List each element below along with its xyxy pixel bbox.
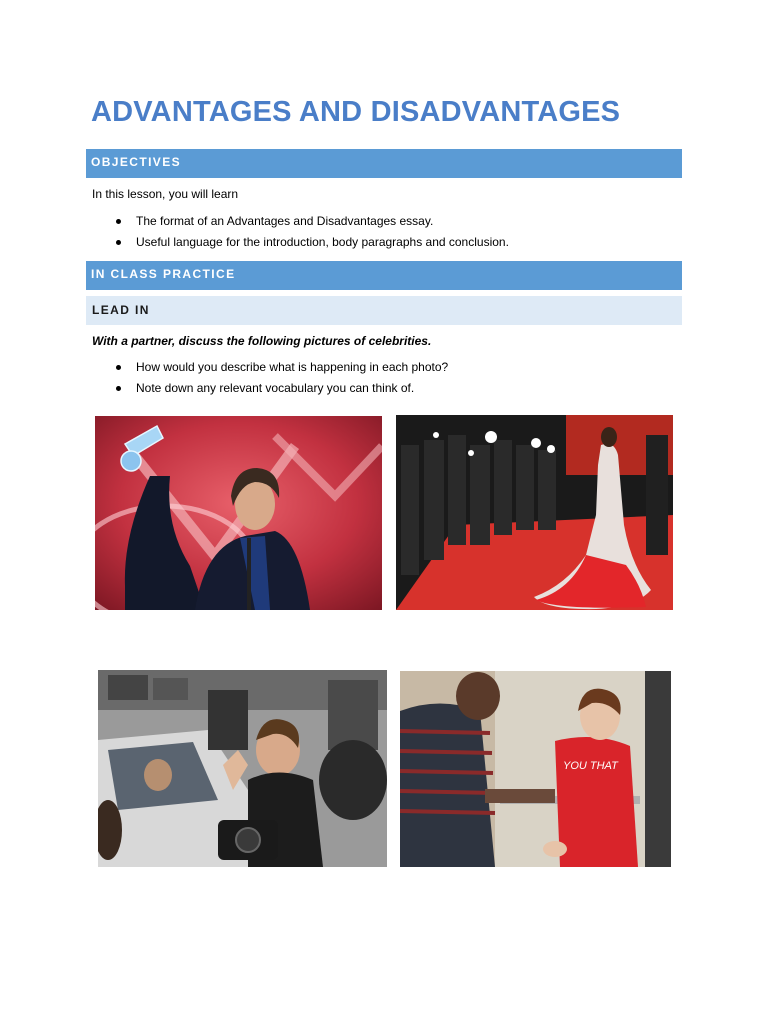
- photo-actor-award: [95, 416, 382, 610]
- list-item: Useful language for the introduction, body paragraphs and conclusion.: [92, 232, 509, 253]
- photo-red-carpet: [396, 415, 673, 610]
- list-item: The format of an Advantages and Disadvantages essay.: [92, 211, 509, 232]
- page-title: ADVANTAGES AND DISADVANTAGES: [91, 96, 621, 128]
- list-item: How would you describe what is happening in each photo?: [92, 357, 448, 378]
- photo-paparazzi-car: [98, 670, 387, 867]
- photo-escorted-boy: [400, 671, 671, 867]
- section-objectives: OBJECTIVES: [86, 149, 682, 178]
- objectives-list: [92, 211, 509, 253]
- shirt-text: YOU THAT: [563, 760, 618, 772]
- section-lead-in: LEAD IN: [86, 296, 682, 325]
- lead-in-list: [92, 357, 448, 399]
- objectives-intro: In this lesson, you will learn: [92, 187, 239, 201]
- list-item: Note down any relevant vocabulary you can think of.: [92, 378, 448, 399]
- section-in-class-practice: IN CLASS PRACTICE: [86, 261, 682, 290]
- lead-in-instruction: With a partner, discuss the following pictures of celebrities.: [92, 334, 432, 348]
